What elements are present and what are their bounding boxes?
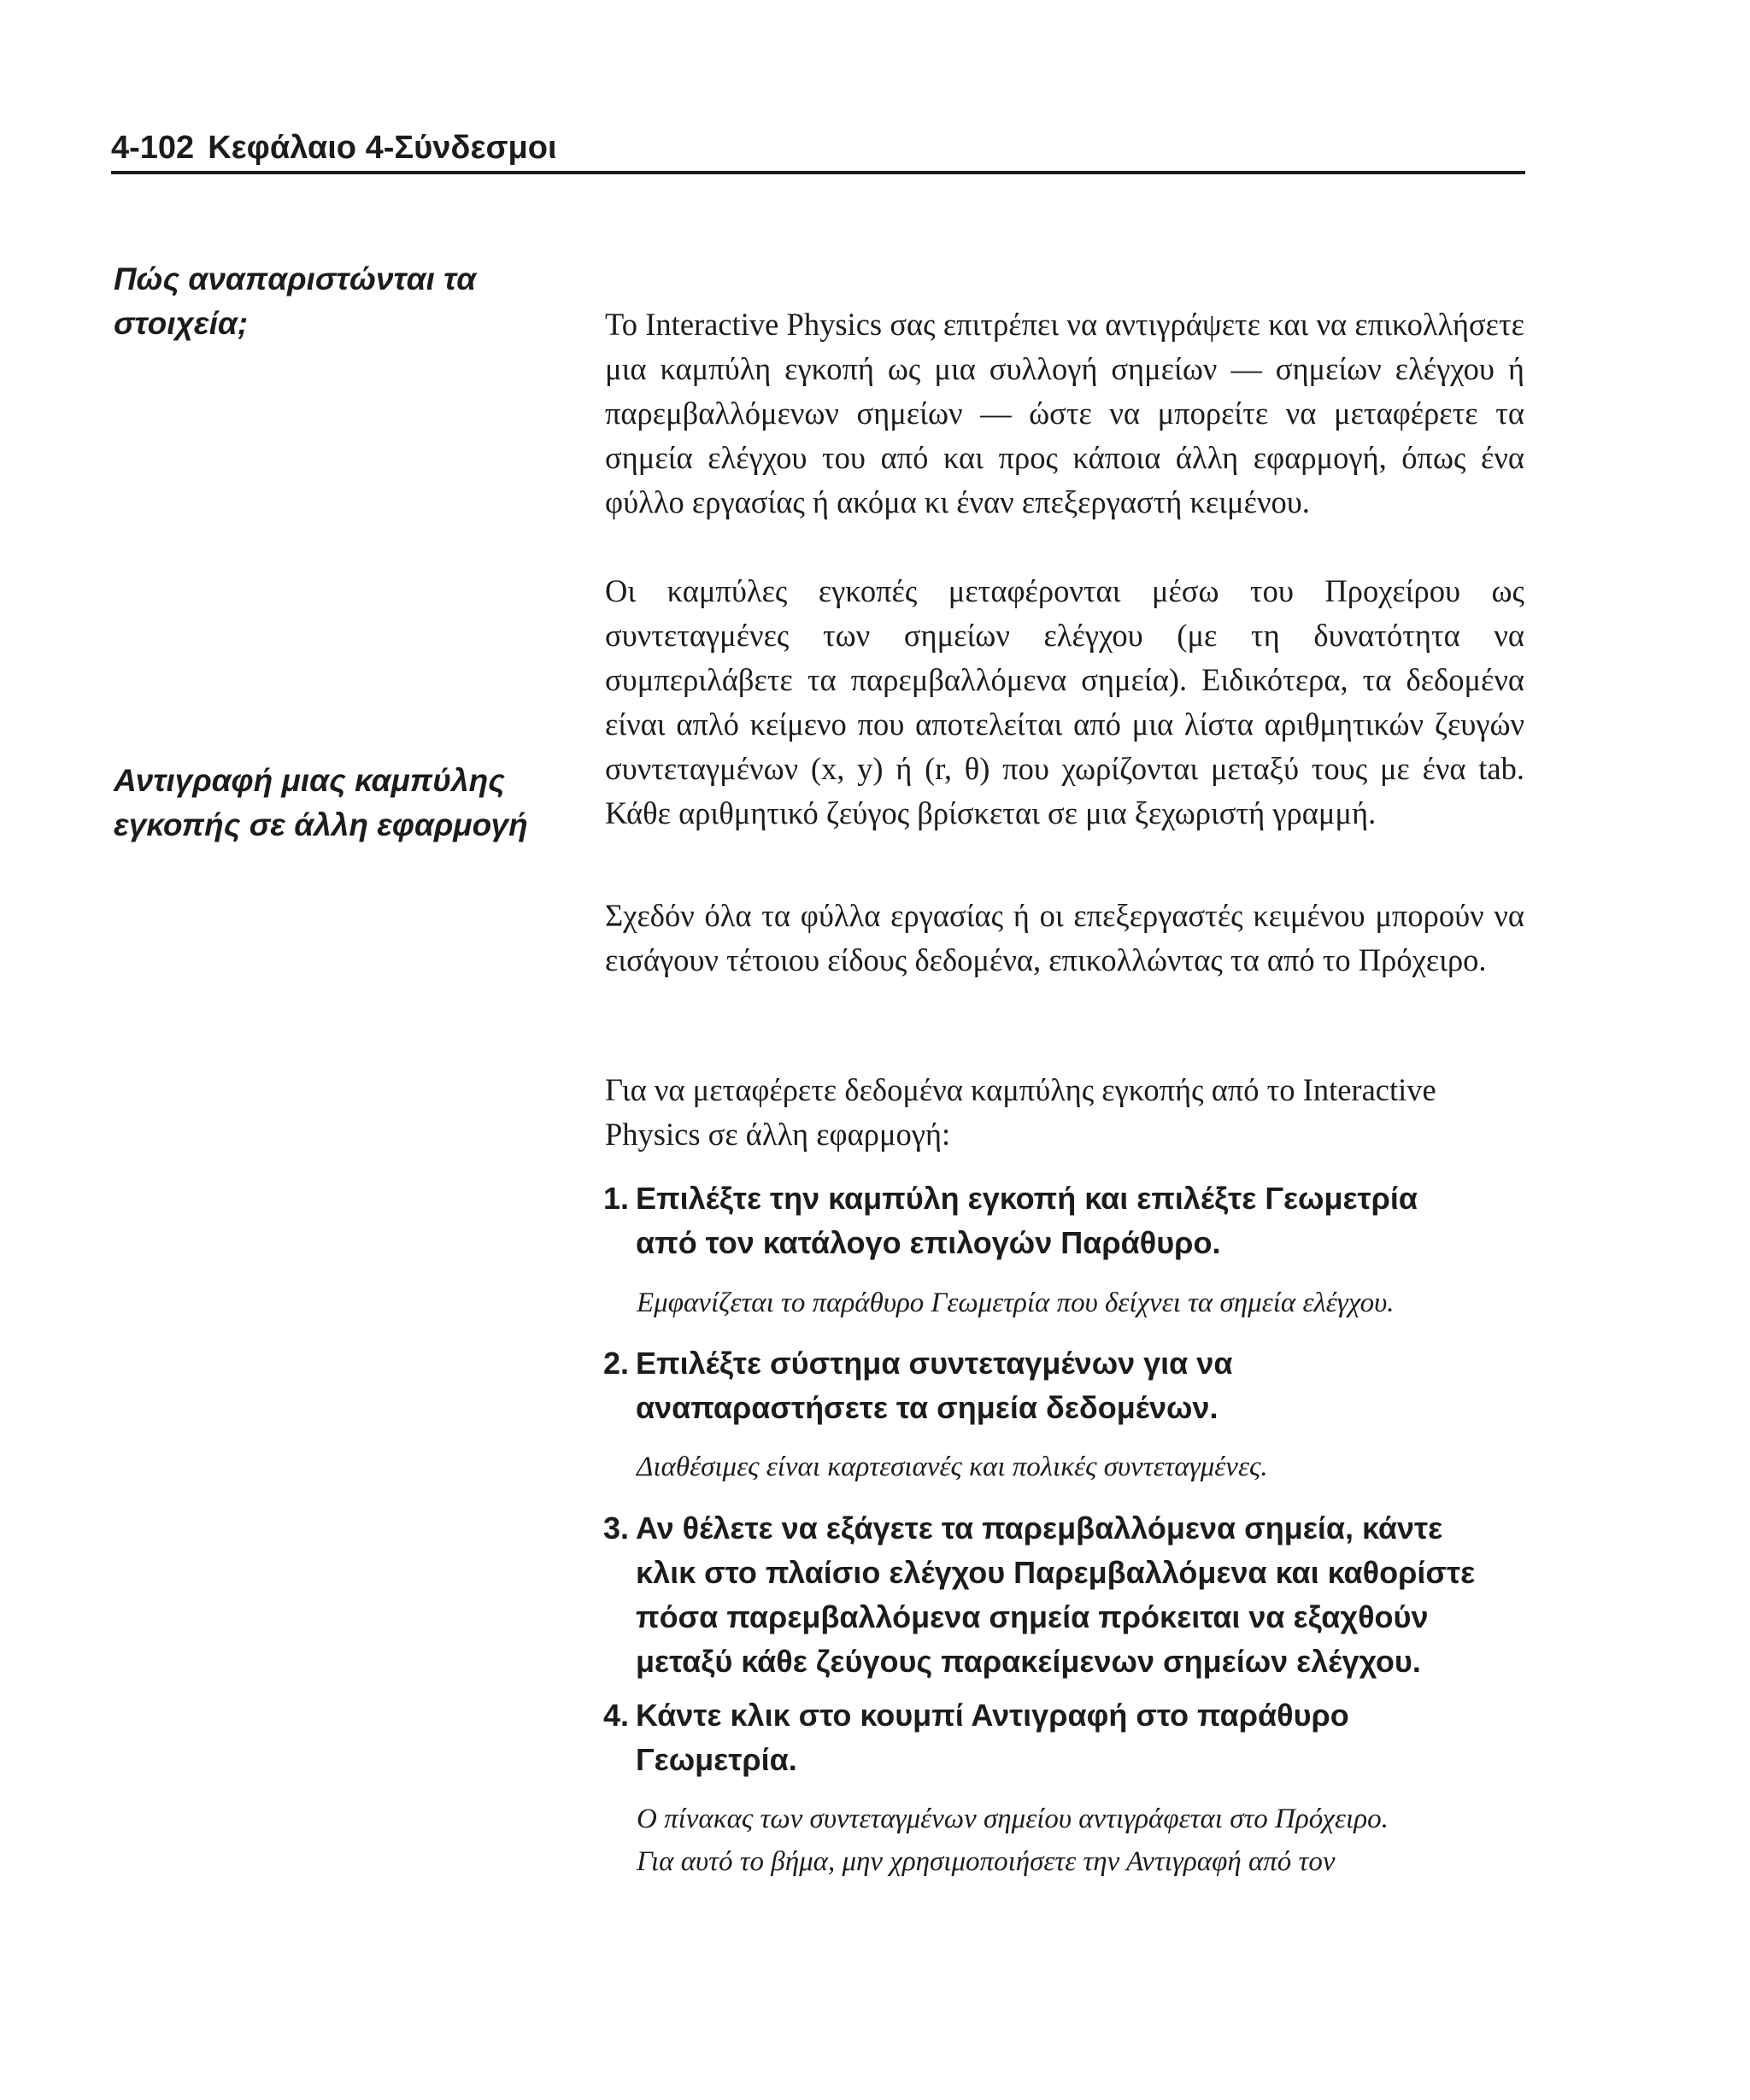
step-number: 4. bbox=[603, 1698, 630, 1733]
step-line: αναπαραστήσετε τα σημεία δεδομένων. bbox=[636, 1390, 1219, 1425]
side-heading-line: στοιχεία; bbox=[114, 306, 249, 341]
step-1-result bbox=[637, 1282, 1542, 1324]
side-heading-line: εγκοπής σε άλλη εφαρμογή bbox=[114, 807, 528, 842]
step-line: Επιλέξτε την καμπύλη εγκοπή και επιλέξτε Γεωμετρία bbox=[636, 1181, 1418, 1216]
running-header bbox=[111, 125, 1525, 174]
step-1 bbox=[603, 1176, 1543, 1265]
side-heading-copy-curve bbox=[114, 759, 575, 848]
paragraph-import-support: Σχεδόν όλα τα φύλλα εργασίας ή οι επεξεργαστές κειμένου μπορούν να εισάγουν τέτοιου είδους δεδομένα, επικολλώντας τα από το Πρόχειρο. bbox=[605, 898, 1524, 977]
paragraph-intro: Το Interactive Physics σας επιτρέπει να αντιγράψετε και να επικολλήσετε μια καμπύλη εγκοπή ως μια συλλογή σημείων — σημείων ελέγχου ή παρεμβαλλόμενων σημείων — ώστε να μπορείτε να μεταφέρετε τα σημεία ελέγχου του από και προς κάποια άλλη εφαρμογή, όπως ένα φύλλο εργασίας ή ακόμα κι έναν επεξεργαστή κειμένου. bbox=[605, 307, 1524, 519]
page-number: 4-102 bbox=[111, 130, 195, 166]
step-line: μεταξύ κάθε ζεύγους παρακείμενων σημείων ελέγχου. bbox=[636, 1644, 1421, 1679]
paragraph-procedure-intro: Για να μεταφέρετε δεδομένα καμπύλης εγκοπής από το Interactive Physics σε άλλη εφαρμογή: bbox=[605, 1072, 1436, 1152]
side-heading-line: Πώς αναπαριστώνται τα bbox=[114, 261, 477, 296]
step-note-line: Διαθέσιμες είναι καρτεσιανές και πολικές συντεταγμένες. bbox=[637, 1452, 1268, 1482]
step-note-line: Ο πίνακας των συντεταγμένων σημείου αντιγράφεται στο Πρόχειρο. bbox=[637, 1804, 1389, 1834]
step-line: πόσα παρεμβαλλόμενα σημεία πρόκειται να εξαχθούν bbox=[636, 1599, 1429, 1634]
step-line: Επιλέξτε σύστημα συντεταγμένων για να bbox=[636, 1346, 1233, 1381]
step-line: από τον κατάλογο επιλογών Παράθυρο. bbox=[636, 1225, 1221, 1260]
step-2-result bbox=[637, 1446, 1542, 1488]
step-number: 3. bbox=[603, 1510, 630, 1546]
step-line: Αν θέλετε να εξάγετε τα παρεμβαλλόμενα σημεία, κάντε bbox=[636, 1510, 1443, 1546]
step-2 bbox=[603, 1341, 1543, 1430]
step-note-line: Για αυτό το βήμα, μην χρησιμοποιήσετε την Αντιγραφή από τον bbox=[637, 1846, 1336, 1877]
side-heading-line: Αντιγραφή μιας καμπύλης bbox=[114, 763, 505, 798]
step-line: κλικ στο πλαίσιο ελέγχου Παρεμβαλλόμενα και καθορίστε bbox=[636, 1555, 1476, 1590]
step-4 bbox=[603, 1693, 1543, 1782]
step-3 bbox=[603, 1506, 1543, 1684]
step-number: 1. bbox=[603, 1181, 630, 1216]
step-line: Γεωμετρία. bbox=[636, 1742, 797, 1777]
step-4-result bbox=[637, 1798, 1542, 1883]
step-note-line: Εμφανίζεται το παράθυρο Γεωμετρία που δείχνει τα σημεία ελέγχου. bbox=[637, 1288, 1395, 1318]
side-heading-representation bbox=[114, 257, 575, 346]
step-number: 2. bbox=[603, 1346, 630, 1381]
step-line: Κάντε κλικ στο κουμπί Αντιγραφή στο παράθυρο bbox=[636, 1698, 1349, 1733]
chapter-title: Κεφάλαιο 4-Σύνδεσμοι bbox=[208, 130, 557, 166]
paragraph-clipboard-format: Οι καμπύλες εγκοπές μεταφέρονται μέσω του Προχείρου ως συντεταγμένες των σημείων ελέγχου (με τη δυνατότητα να συμπεριλάβετε τα παρεμβαλλόμενα σημεία). Ειδικότερα, τα δεδομένα είναι απλό κείμενο που αποτελείται από μια λίστα αριθμητικών ζευγών συντεταγμένων (x, y) ή (r, θ) που χωρίζονται μεταξύ τους με ένα tab. Κάθε αριθμητικό ζεύγος βρίσκεται σε μια ξεχωριστή γραμμή. bbox=[605, 573, 1524, 830]
